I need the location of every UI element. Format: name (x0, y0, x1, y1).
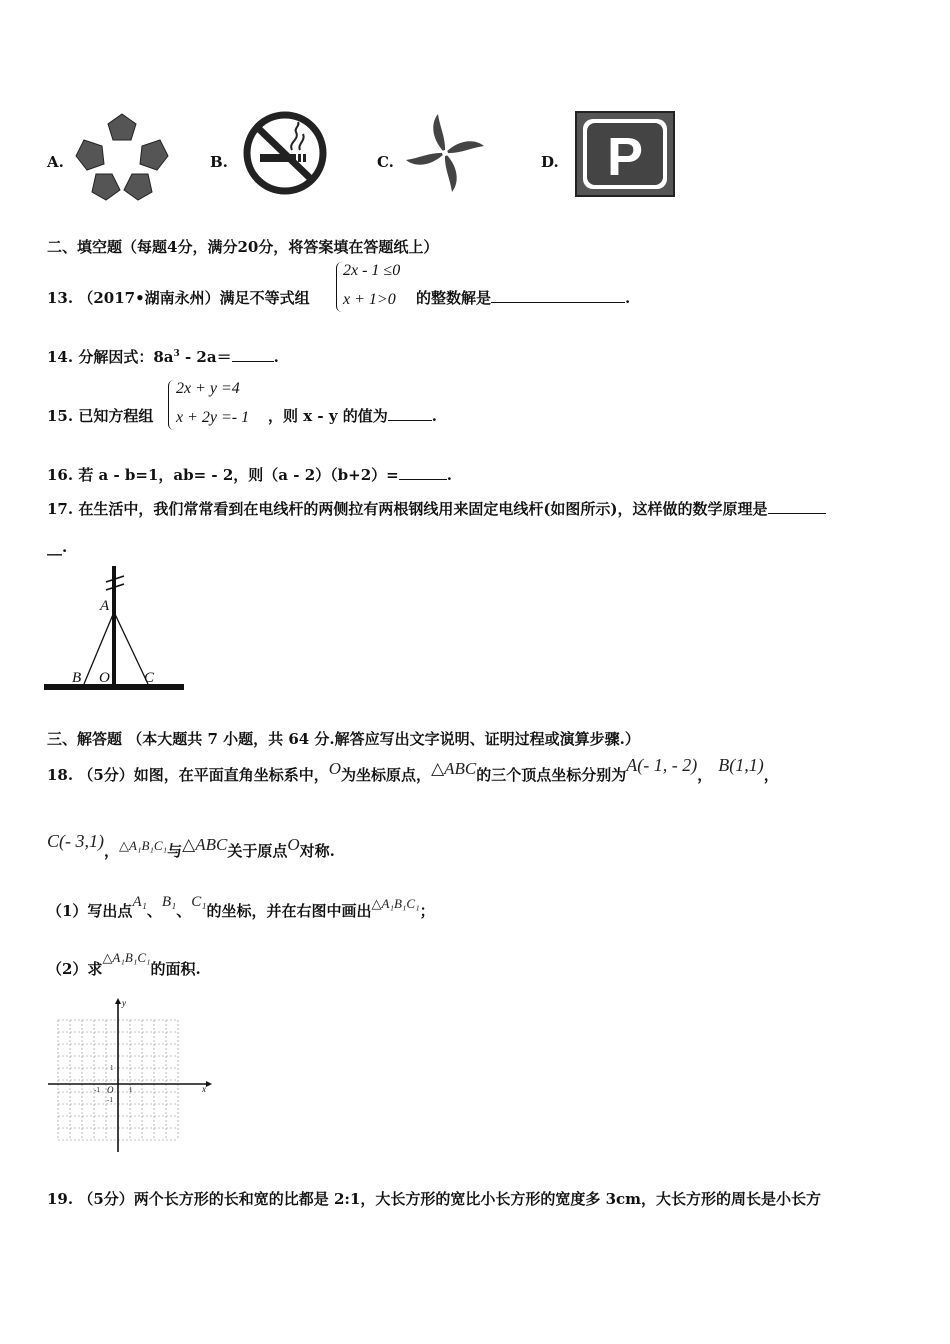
q18-tri1: △A₁B₁C₁ (119, 838, 168, 853)
q18-a1: A₁ (132, 894, 147, 910)
q13-line2: x + 1>0 (343, 291, 396, 308)
grid-label-y: y (122, 998, 126, 1008)
q18-l2-mid: ， (104, 842, 120, 860)
q14-mid: - 2a＝ (179, 348, 232, 366)
figure-label-b: B (72, 670, 82, 686)
q13-suffix-text: 的整数解是 (416, 289, 492, 307)
q18-tri: △ABC (431, 759, 477, 778)
q13-line1: 2x - 1 ≤0 (343, 262, 401, 279)
q13-end: . (625, 289, 631, 307)
figure-label-o: O (99, 670, 110, 686)
q15-line2: x + 2y =- 1 (176, 409, 250, 426)
q15-prefix: 15. 已知方程组 (47, 407, 154, 425)
q15-suffix (268, 405, 437, 426)
q18-p1-sep: 、 (146, 902, 162, 920)
q18-c1: C₁ (191, 894, 207, 910)
q18-comma: ， (697, 766, 713, 784)
q18-part2 (47, 950, 201, 979)
q15-answer-blank[interactable] (388, 406, 432, 421)
q14-end: . (273, 348, 279, 366)
q18-tri-abc: △ABC (182, 835, 228, 854)
q18-o2: O (287, 835, 300, 854)
grid-label-minus-one-y: -1 (107, 1096, 113, 1104)
q18-p2-prefix: （2）求 (47, 960, 103, 978)
q13-prefix: 13. （2017•湖南永州）满足不等式组 (47, 289, 310, 307)
q18-p1-sep2: 、 (176, 902, 192, 920)
option-b-label: B. (210, 153, 228, 171)
q18-point-a: A(- 1, - 2) (626, 755, 698, 775)
q15-line1: 2x + y =4 (176, 380, 240, 397)
q18-p1-end: ； (419, 902, 435, 920)
q13-brace (336, 262, 343, 312)
pinwheel-icon (402, 110, 488, 196)
q18-comma2: ， (763, 766, 779, 784)
pole-figure (44, 560, 186, 694)
section3-heading: 三、解答题 （本大题共 7 小题，共 64 分.解答应写出文字说明、证明过程或演算步骤.） (47, 730, 640, 748)
q18-tri1c: △A₁B₁C₁ (102, 950, 151, 965)
q13-suffix (416, 287, 630, 308)
q18-l2-about: 关于原点 (227, 842, 288, 860)
q18-p2-suffix: 的面积. (150, 960, 201, 978)
q18-l1-mid: 为坐标原点， (341, 766, 432, 784)
q18-part1 (47, 894, 435, 921)
grid-label-minus-one: -1 (94, 1086, 100, 1094)
q18-point-c: C(- 3,1) (47, 831, 104, 851)
q17-line (47, 498, 826, 519)
q18-l1-prefix: 18. （5分）如图，在平面直角坐标系中， (47, 766, 329, 784)
q18-p1-prefix: （1）写出点 (47, 902, 133, 920)
q18-b1: B₁ (161, 894, 177, 910)
section2-heading: 二、填空题（每题4分，满分20分，将答案填在答题纸上） (47, 238, 439, 256)
figure-label-c: C (144, 670, 155, 686)
q13-answer-blank[interactable] (491, 288, 625, 303)
q18-point-b: B(1,1) (718, 755, 764, 775)
option-d-label: D. (541, 153, 559, 171)
q18-line2 (47, 831, 335, 861)
q16-end: . (446, 466, 452, 484)
grid-label-one-y: 1 (110, 1064, 114, 1072)
q18-line1 (47, 755, 779, 785)
q18-l2-with: 与 (167, 842, 183, 860)
grid-label-o: O (107, 1085, 114, 1095)
q18-l2-end: 对称. (299, 842, 335, 860)
q14-answer-blank[interactable] (232, 347, 274, 362)
q14-line (47, 346, 279, 367)
grid-label-x: x (202, 1084, 206, 1094)
option-c-label: C. (377, 153, 394, 171)
figure-label-a: A (100, 598, 110, 614)
q18-o: O (328, 759, 342, 778)
q14-exponent: 3 (173, 349, 180, 359)
q14-prefix: 14. 分解因式：8a (47, 348, 174, 366)
q15-brace (168, 380, 175, 430)
q17-continuation: __. (47, 538, 68, 556)
q16-text: 16. 若 a - b=1，ab= - 2，则（a - 2）（b+2）= (47, 466, 399, 484)
q15-suffix-text: ，则 x - y 的值为 (268, 407, 388, 425)
q19-text: 19. （5分）两个长方形的长和宽的比都是 2:1，大长方形的宽比小长方形的宽度多 3cm，大长方形的周长是小长方 (47, 1190, 822, 1208)
q16-answer-blank[interactable] (399, 465, 447, 480)
no-smoking-icon (240, 110, 330, 196)
grid-label-one-x: 1 (129, 1086, 133, 1094)
q17-text: 17. 在生活中，我们常常看到在电线杆的两侧拉有两根钢线用来固定电线杆(如图所示)，这样做的数学原理是 (47, 500, 768, 518)
q18-p1-suffix: 的坐标，并在右图中画出 (206, 902, 372, 920)
pentagon-flower-icon (72, 112, 172, 202)
q16-line (47, 464, 452, 485)
parking-letter: P (606, 127, 644, 187)
coordinate-grid (44, 996, 216, 1156)
q18-l1-mid2: 的三个顶点坐标分别为 (476, 766, 627, 784)
parking-sign-icon (575, 111, 675, 197)
q15-end: . (431, 407, 438, 425)
q17-answer-blank[interactable] (768, 499, 826, 514)
q18-tri1b: △A₁B₁C₁ (371, 896, 420, 911)
option-a-label: A. (47, 153, 64, 171)
